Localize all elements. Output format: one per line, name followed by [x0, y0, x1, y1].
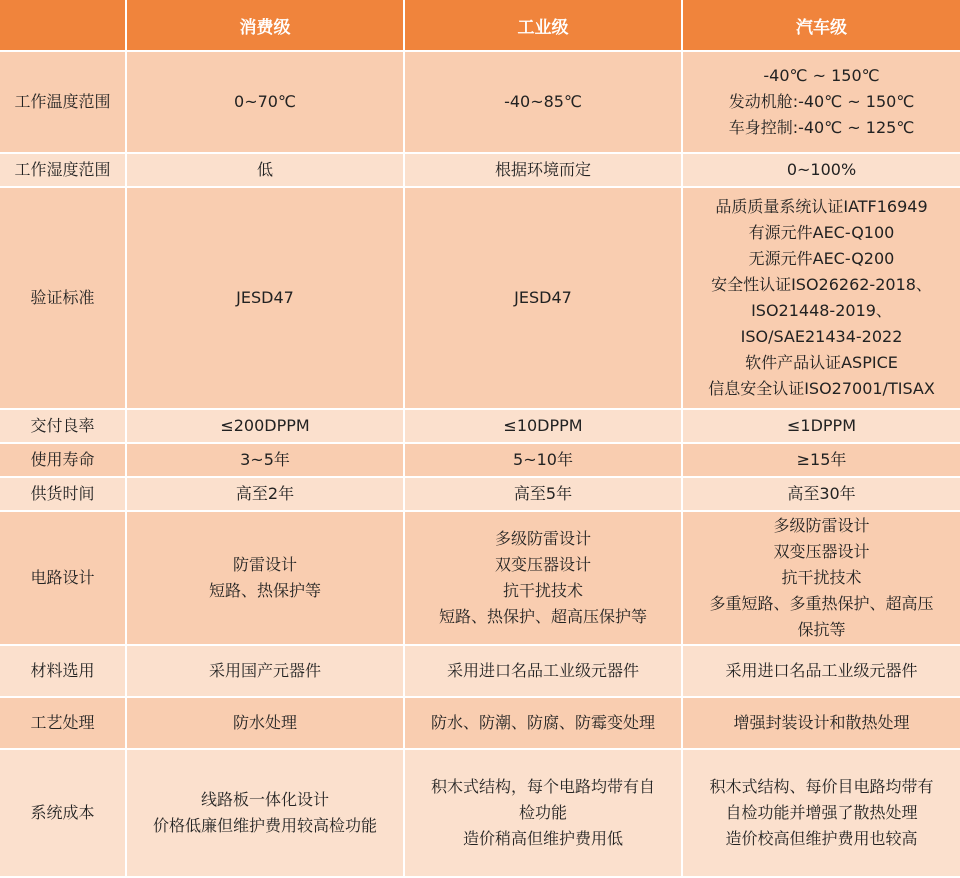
table-row-material-selection — [0, 645, 960, 697]
cell-operating-humidity-industrial — [404, 153, 682, 187]
table-row-certification-standard — [0, 187, 960, 409]
cell-text-line: 车身控制:-40℃ ~ 125℃ — [728, 118, 915, 137]
cell-operating-temperature-industrial — [404, 51, 682, 153]
cell-text-line: 双变压器设计 — [773, 542, 870, 561]
cell-text-line: 无源元件AEC-Q200 — [748, 249, 895, 268]
cell-text-line: 防雷设计 — [232, 555, 297, 574]
cell-text-line: 积木式结构，每个电路均带有自 — [430, 777, 655, 796]
cell-text-line: 高至30年 — [787, 484, 856, 503]
cell-text-line: 双变压器设计 — [494, 555, 591, 574]
cell-operating-humidity-consumer — [126, 153, 404, 187]
cell-text-line: JESD47 — [236, 288, 294, 307]
row-label-material-selection: 材料选用 — [0, 645, 126, 697]
cell-text-line: 高至2年 — [235, 484, 295, 503]
cell-certification-standard-consumer — [126, 187, 404, 409]
cell-delivery-yield-consumer — [126, 409, 404, 443]
cell-text-line: 抗干扰技术 — [502, 581, 583, 600]
cell-operating-humidity-automotive — [682, 153, 960, 187]
cell-text-line: 造价稍高但维护费用低 — [462, 829, 623, 848]
cell-system-cost-industrial — [404, 749, 682, 877]
cell-text-line: 品质质量系统认证IATF16949 — [715, 197, 928, 216]
cell-text-line: ≤1DPPM — [786, 416, 856, 435]
row-label-circuit-design: 电路设计 — [0, 511, 126, 645]
header-industrial-grade: 工业级 — [404, 0, 682, 51]
table-row-operating-temperature — [0, 51, 960, 153]
cell-text-line: 低 — [256, 160, 273, 179]
cell-text-line: 采用进口名品工业级元器件 — [725, 661, 918, 680]
table-row-system-cost — [0, 749, 960, 877]
cell-service-life-automotive — [682, 443, 960, 477]
cell-material-selection-automotive — [682, 645, 960, 697]
cell-text-line: 多级防雷设计 — [773, 516, 870, 535]
cell-text-line: ≤10DPPM — [503, 416, 583, 435]
cell-certification-standard-automotive — [682, 187, 960, 409]
table-row-operating-humidity — [0, 153, 960, 187]
cell-supply-period-industrial — [404, 477, 682, 511]
cell-text-line: 短路、热保护等 — [208, 581, 321, 600]
table-row-process-treatment — [0, 697, 960, 749]
row-label-delivery-yield: 交付良率 — [0, 409, 126, 443]
cell-process-treatment-industrial — [404, 697, 682, 749]
cell-text-line: 防水处理 — [232, 713, 297, 732]
cell-text-line: 5~10年 — [513, 450, 573, 469]
cell-text-line: ≤200DPPM — [220, 416, 310, 435]
cell-text-line: 自检功能并增强了散热处理 — [725, 803, 918, 822]
cell-process-treatment-automotive — [682, 697, 960, 749]
cell-text-line: ≥15年 — [796, 450, 847, 469]
cell-text-line: 0~70℃ — [234, 92, 296, 111]
row-label-supply-period: 供货时间 — [0, 477, 126, 511]
cell-text-line: 采用进口名品工业级元器件 — [446, 661, 639, 680]
header-consumer-grade: 消费级 — [126, 0, 404, 51]
cell-text-line: 安全性认证ISO26262-2018、 — [711, 275, 932, 294]
cell-text-line: 短路、热保护、超高压保护等 — [438, 607, 647, 626]
cell-circuit-design-automotive — [682, 511, 960, 645]
cell-text-line: 高至5年 — [513, 484, 573, 503]
cell-circuit-design-industrial — [404, 511, 682, 645]
cell-text-line: 价格低廉但维护费用较高检功能 — [152, 816, 377, 835]
header-row — [0, 0, 960, 51]
header-automotive-grade: 汽车级 — [682, 0, 960, 51]
cell-text-line: 造价校高但维护费用也较高 — [725, 829, 918, 848]
cell-text-line: 防水、防潮、防腐、防霉变处理 — [430, 713, 655, 732]
cell-text-line: 多重短路、多重热保护、超高压 — [709, 594, 934, 613]
cell-material-selection-consumer — [126, 645, 404, 697]
cell-text-line: -40~85℃ — [504, 92, 582, 111]
cell-text-line: -40℃ ~ 150℃ — [763, 66, 880, 85]
cell-process-treatment-consumer — [126, 697, 404, 749]
cell-text-line: ISO21448-2019、 — [751, 301, 892, 320]
row-label-operating-humidity: 工作湿度范围 — [0, 153, 126, 187]
table-row-circuit-design — [0, 511, 960, 645]
cell-text-line: 增强封装设计和散热处理 — [733, 713, 910, 732]
row-label-process-treatment: 工艺处理 — [0, 697, 126, 749]
cell-text-line: 线路板一体化设计 — [200, 790, 329, 809]
cell-operating-temperature-automotive — [682, 51, 960, 153]
cell-service-life-consumer — [126, 443, 404, 477]
cell-system-cost-automotive — [682, 749, 960, 877]
cell-operating-temperature-consumer — [126, 51, 404, 153]
cell-certification-standard-industrial — [404, 187, 682, 409]
cell-delivery-yield-automotive — [682, 409, 960, 443]
cell-text-line: 根据环境而定 — [494, 160, 591, 179]
cell-text-line: 发动机舱:-40℃ ~ 150℃ — [728, 92, 915, 111]
cell-text-line: 软件产品认证ASPICE — [745, 353, 898, 372]
row-label-certification-standard: 验证标准 — [0, 187, 126, 409]
table-row-delivery-yield — [0, 409, 960, 443]
cell-system-cost-consumer — [126, 749, 404, 877]
cell-text-line: 保抗等 — [797, 620, 846, 639]
cell-text-line: 采用国产元器件 — [208, 661, 321, 680]
cell-circuit-design-consumer — [126, 511, 404, 645]
cell-text-line: 有源元件AEC-Q100 — [748, 223, 895, 242]
cell-text-line: 检功能 — [518, 803, 567, 822]
cell-supply-period-automotive — [682, 477, 960, 511]
cell-text-line: JESD47 — [514, 288, 572, 307]
cell-supply-period-consumer — [126, 477, 404, 511]
table-row-supply-period — [0, 477, 960, 511]
cell-text-line: 积木式结构、每价目电路均带有 — [709, 777, 934, 796]
cell-text-line: 信息安全认证ISO27001/TISAX — [708, 379, 935, 398]
cell-material-selection-industrial — [404, 645, 682, 697]
table-row-service-life — [0, 443, 960, 477]
cell-text-line: 抗干扰技术 — [781, 568, 862, 587]
cell-service-life-industrial — [404, 443, 682, 477]
cell-text-line: 3~5年 — [240, 450, 290, 469]
cell-text-line: 多级防雷设计 — [494, 529, 591, 548]
row-label-operating-temperature: 工作温度范围 — [0, 51, 126, 153]
cell-delivery-yield-industrial — [404, 409, 682, 443]
cell-text-line: 0~100% — [786, 160, 857, 179]
row-label-system-cost: 系统成本 — [0, 749, 126, 877]
header-corner — [0, 0, 126, 51]
row-label-service-life: 使用寿命 — [0, 443, 126, 477]
cell-text-line: ISO/SAE21434-2022 — [740, 327, 903, 346]
